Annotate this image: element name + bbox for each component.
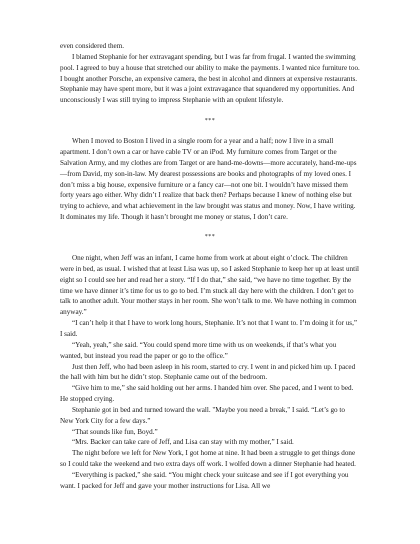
section-separator: ***	[204, 117, 216, 124]
paragraph: “Everything is packed,” she said. “You might check your suitcase and see if I got everything you want. I packed for Jeff and gave your mother instructions for Lisa. All we	[60, 470, 349, 490]
paragraph: The night before we left for New York, I got home at nine. It had been a struggle to get things done so I could take the weekend and two extra days off work. I wolfed down a dinner Stephanie had heated.	[60, 449, 356, 469]
paragraph: “That sounds like fun, Boyd.”	[72, 427, 158, 436]
paragraph: “Yeah, yeah,” she said. “You could spend more time with us on weekends, if that’s what you wanted, but instead you read the paper or go to the office.”	[60, 340, 337, 360]
paragraph: “Give him to me,” she said holding out her arms. I handed him over. She paced, and I went to bed. He stopped crying.	[60, 384, 354, 404]
section-separator: ***	[204, 234, 216, 241]
paragraph: even considered them.	[60, 42, 125, 50]
document-page	[60, 41, 360, 492]
paragraph: “Mrs. Backer can take care of Jeff, and Lisa can stay with my mother,” I said.	[72, 438, 294, 447]
paragraph: Stephanie got in bed and turned toward the wall. "Maybe you need a break," I said. “Let’s go to New York City for a few days.”	[60, 405, 345, 425]
paragraph: One night, when Jeff was an infant, I came home from work at about eight o’clock. The children were in bed, as usual. I wished that at least Lisa was up, so I asked Stephanie to keep her up at least until eight so I could see her and read her a story. “If I do that,” she said, “we have no time together. By the time we have dinner it’s time for us to go to bed. I’m stuck all day here with the children. I don’t get to talk to another adult. Your mother stays in her room. She won’t talk to me. We have nothing in common anyway.”	[60, 254, 360, 317]
paragraph: “I can’t help it that I have to work long hours, Stephanie. It’s not that I want to. I’m doing it for us,” I said.	[60, 319, 358, 338]
paragraph: When I moved to Boston I lived in a single room for a year and a half; now I live in a small apartment. I don’t own a car or have cable TV or an iPod. My furniture comes from Target or the Salvation Army, and my clothes are from Target or are hand-me-downs—more accurately, hand-me-ups—from David, my son-in-law. My dearest possessions are books and photographs of my loved ones. I don’t miss a big house, expensive furniture or a fancy car—not one bit. I wouldn’t have missed them forty years ago either. Why didn’t I realize that back then? Perhaps because I knew of nothing else but trying to achieve, and what achievement in the law brought was status and money. Now, I have writing. It dominates my life. Though it hasn’t brought me money or status, I don’t care.	[60, 137, 357, 222]
paragraph: I blamed Stephanie for her extravagant spending, but I was far from frugal. I wanted the swimming pool. I agreed to buy a house that stretched our ability to make the payments. I wanted nice furniture too. I bought another Porsche, an expensive camera, the best in alcohol and dinners at expensive restaurants. Stephanie may have spent more, but it was a joint extravagance that squandered my opportunities. And unconsciously I was still trying to impress Stephanie with an opulent lifestyle.	[60, 52, 360, 105]
paragraph: Just then Jeff, who had been asleep in his room, started to cry. I went in and picked him up. I paced the hall with him but he didn’t stop. Stephanie came out of the bedroom.	[60, 362, 356, 382]
